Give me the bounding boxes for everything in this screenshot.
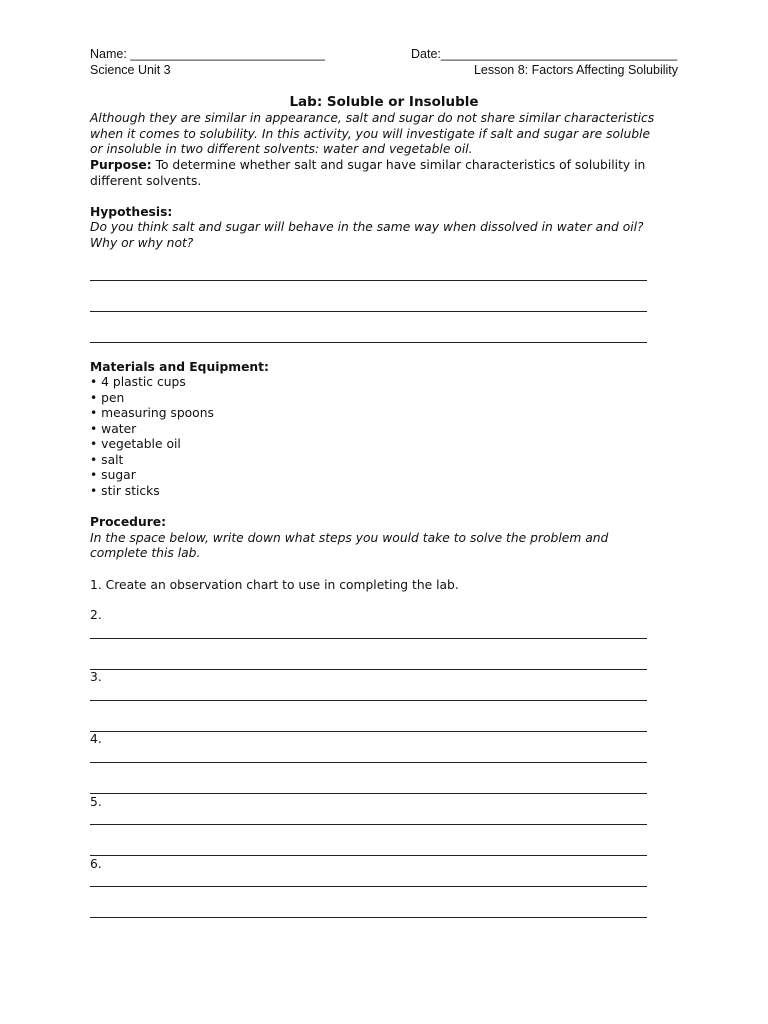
procedure-instruction-1: In the space below, write down what steps you would take to solve the problem and <box>90 531 609 545</box>
step-answer-line[interactable] <box>90 855 647 856</box>
intro-line-2: when it comes to solubility. In this activity, you will investigate if salt and sugar are soluble <box>90 127 651 141</box>
list-item: • salt <box>90 453 214 469</box>
purpose-line-2: different solvents. <box>90 174 202 188</box>
list-item: • 4 plastic cups <box>90 375 214 391</box>
step-answer-line[interactable] <box>90 669 647 670</box>
lesson-label: Lesson 8: Factors Affecting Solubility <box>473 63 678 77</box>
step-number: 2. <box>90 608 102 622</box>
step-answer-line[interactable] <box>90 917 647 918</box>
procedure-step-1: 1. Create an observation chart to use in completing the lab. <box>90 578 459 592</box>
purpose-line-1 <box>90 158 645 174</box>
purpose-label: Purpose: <box>90 158 152 172</box>
list-item: • vegetable oil <box>90 437 214 453</box>
procedure-heading: Procedure: <box>90 515 167 529</box>
hypothesis-answer-line[interactable] <box>90 342 647 343</box>
step-answer-line[interactable] <box>90 700 647 701</box>
step-answer-line[interactable] <box>90 824 647 825</box>
intro-line-1: Although they are similar in appearance, salt and sugar do not share similar characteristics <box>90 111 655 125</box>
list-item: • water <box>90 422 214 438</box>
hypothesis-heading: Hypothesis: <box>90 205 173 219</box>
hypothesis-question-2: Why or why not? <box>90 236 194 250</box>
list-item: • sugar <box>90 468 214 484</box>
step-answer-line[interactable] <box>90 886 647 887</box>
purpose-text: To determine whether salt and sugar have similar characteristics of solubility in <box>151 158 646 172</box>
materials-list <box>90 375 214 499</box>
intro-line-3: or insoluble in two different solvents: water and vegetable oil. <box>90 142 473 156</box>
step-answer-line[interactable] <box>90 762 647 763</box>
list-item: • stir sticks <box>90 484 214 500</box>
date-field-label: Date:__________________________________ <box>411 47 678 61</box>
materials-heading: Materials and Equipment: <box>90 360 269 374</box>
name-field-label: Name: ____________________________ <box>90 47 325 61</box>
step-number: 6. <box>90 857 102 871</box>
step-number: 5. <box>90 795 102 809</box>
procedure-instruction-2: complete this lab. <box>90 546 201 560</box>
step-answer-line[interactable] <box>90 793 647 794</box>
hypothesis-question-1: Do you think salt and sugar will behave in the same way when dissolved in water and oil? <box>90 220 644 234</box>
list-item: • measuring spoons <box>90 406 214 422</box>
step-answer-line[interactable] <box>90 731 647 732</box>
hypothesis-answer-line[interactable] <box>90 280 647 281</box>
hypothesis-answer-line[interactable] <box>90 311 647 312</box>
step-answer-line[interactable] <box>90 638 647 639</box>
step-number: 4. <box>90 732 102 746</box>
course-label: Science Unit 3 <box>90 63 171 77</box>
page-title: Lab: Soluble or Insoluble <box>289 94 479 110</box>
step-number: 3. <box>90 670 102 684</box>
list-item: • pen <box>90 391 214 407</box>
